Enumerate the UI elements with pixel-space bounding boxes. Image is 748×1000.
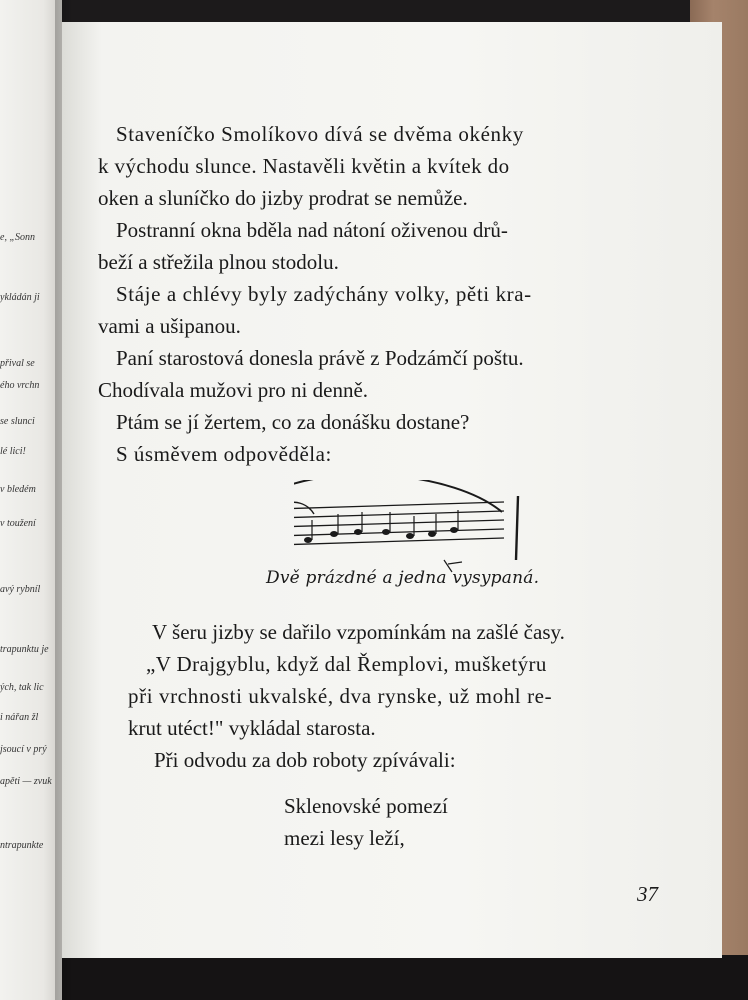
left-page-fragment: přival se [0,358,35,369]
left-page-fragment: se slunci [0,416,35,427]
text-line: Při odvodu za dob roboty zpívávali: [154,748,456,772]
verse-line: mezi lesy leží, [284,826,405,850]
music-caption: Dvě prázdné a jedna vysypaná. [266,568,540,588]
background-shadow [40,955,748,1000]
text-line: vami a ušipanou. [98,314,241,338]
left-page-fragment: e, „Sonn [0,232,35,243]
left-page [0,0,62,1000]
left-page-fragment: trapunktu je [0,644,49,655]
left-page-fragment: ykládán ji [0,292,40,303]
text-line: Paní starostová donesla právě z Podzámčí poštu. [116,346,524,370]
text-line: k východu slunce. Nastavěli květin a kvítek do [98,154,510,178]
text-line: S úsměvem odpověděla: [116,442,332,466]
left-page-fragment: avý rybníl [0,584,41,595]
left-page-fragment: ntrapunkte [0,840,44,851]
left-page-fragment: ého vrchn [0,380,40,391]
text-line: při vrchnosti ukvalské, dva rynske, už mohl re- [128,684,553,708]
text-line: Staveníčko Smolíkovo dívá se dvěma okénky [116,122,524,146]
text-line: Postranní okna bděla nad nátoní oživenou drů- [116,218,508,242]
verse-line: Sklenovské pomezí [284,794,448,818]
text-line: „V Drajgyblu, když dal Řemplovi, mušketýru [146,652,547,676]
text-line: Chodívala mužovi pro ni denně. [98,378,369,402]
left-page-fragment: i nářan žl [0,712,39,723]
left-page-fragment: jsoucí v prý [0,744,47,755]
right-page [62,22,722,958]
left-page-fragment: v bledém [0,484,36,495]
left-page-fragment: v toužení [0,518,36,529]
left-page-fragment: ých, tak lic [0,682,44,693]
text-line: oken a sluníčko do jizby prodrat se nemůže. [98,186,468,210]
text-line: Stáje a chlévy byly zadýchány volky, pěti kra- [116,282,532,306]
text-line: krut utéct!" vykládal starosta. [128,716,376,740]
page-number: 37 [637,882,658,906]
left-page-fragment: apěti — zvuk [0,776,52,787]
left-page-fragment: lé lici! [0,446,26,457]
text-line: V šeru jizby se dařilo vzpomínkám na zašlé časy. [152,620,565,644]
text-line: beží a střežila plnou stodolu. [98,250,339,274]
text-line: Ptám se jí žertem, co za donášku dostane? [116,410,470,434]
